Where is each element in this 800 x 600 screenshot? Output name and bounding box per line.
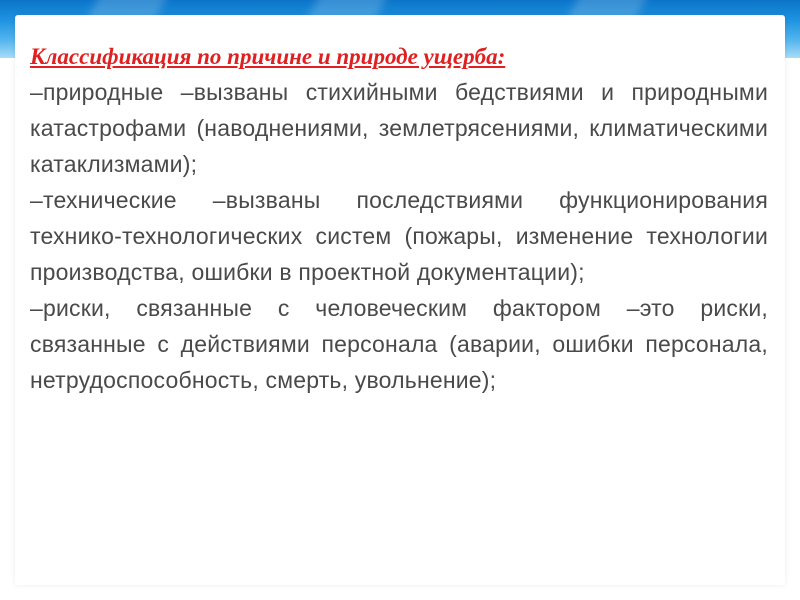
- paragraph-human-factor-risks: –риски, связанные с человеческим фактором –это риски, связанные с действиями персонала (аварии, ошибки персонала, нетрудоспособность, смерть, увольнение);: [30, 295, 768, 393]
- slide-content: [30, 42, 768, 398]
- slide-heading: Классификация по причине и природе ущерба:: [30, 44, 506, 69]
- paragraph-technical-risks: –технические –вызваны последствиями функционирования технико-технологических систем (пожары, изменение технологии производства, ошибки в проектной документации);: [30, 187, 768, 285]
- paragraph-natural-risks: –природные –вызваны стихийными бедствиями и природными катастрофами (наводнениями, землетрясениями, климатическими катаклизмами);: [30, 79, 768, 177]
